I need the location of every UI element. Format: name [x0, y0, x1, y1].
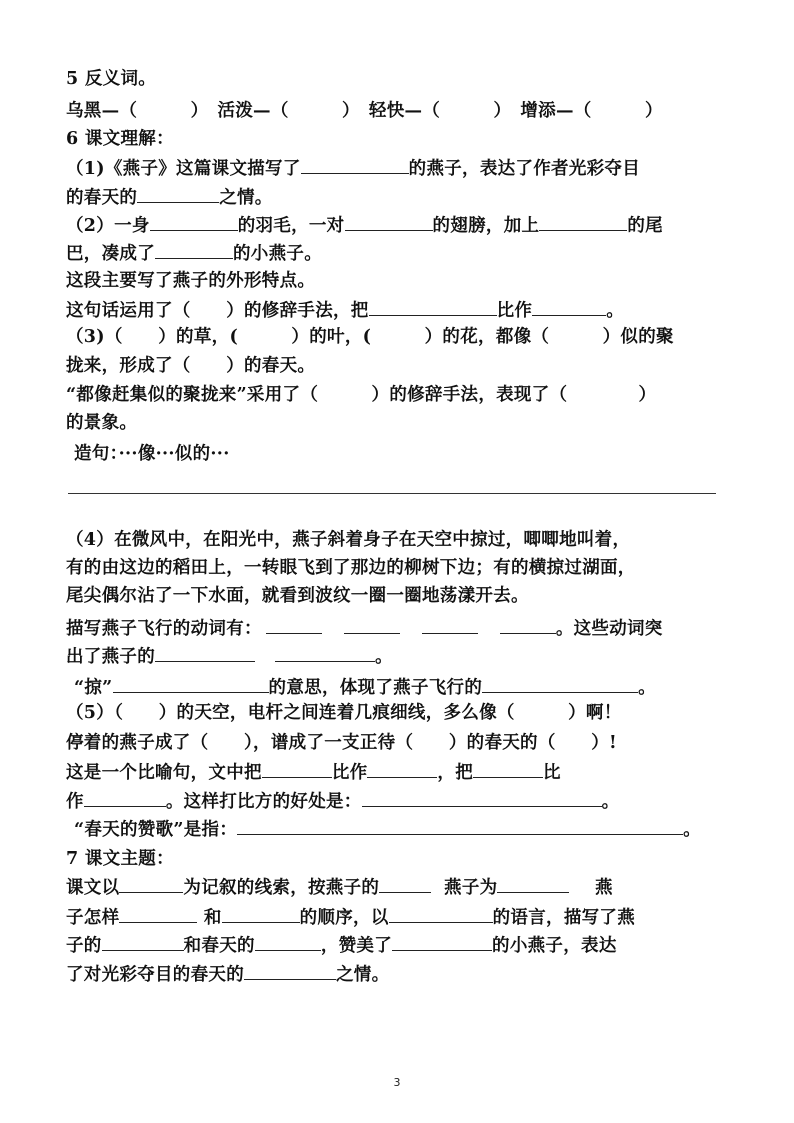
answer-blank[interactable] — [379, 875, 431, 893]
answer-blank[interactable] — [155, 241, 233, 259]
page-number: 3 — [393, 1076, 401, 1089]
q5-text-k: 。 — [683, 820, 701, 840]
q5-line3 — [66, 760, 561, 785]
q2-line4 — [66, 298, 624, 323]
answer-blank[interactable] — [369, 298, 497, 316]
section-6-heading: 6 课文理解： — [66, 129, 174, 149]
answer-blank[interactable] — [539, 213, 627, 231]
sentence-making-prompt: 造句：···像···似的··· — [74, 444, 230, 464]
answer-blank[interactable] — [532, 298, 606, 316]
q5-text-f: 比 — [543, 763, 561, 783]
answer-blank[interactable] — [345, 213, 433, 231]
antonym-line: 乌黑—（ ） 活泼—（ ） 轻快—（ ） 增添—（ ） — [66, 101, 663, 121]
q2-line3: 这段主要写了燕子的外形特点。 — [66, 271, 316, 291]
answer-blank[interactable] — [237, 817, 683, 835]
answer-blank[interactable] — [500, 616, 556, 634]
answer-blank[interactable] — [222, 905, 300, 923]
s7-text-e: 子怎样 — [66, 908, 120, 928]
q1-text-c: 的春天的 — [66, 188, 138, 208]
section-5-heading: 5 反义词。 — [66, 69, 157, 89]
answer-blank[interactable] — [497, 875, 569, 893]
q5-text-d: 比作 — [331, 763, 368, 783]
answer-blank[interactable] — [473, 760, 543, 778]
q5-text-g: 作 — [66, 792, 84, 812]
answer-blank[interactable] — [262, 760, 332, 778]
sentence-answer-line[interactable] — [68, 493, 716, 494]
answer-blank[interactable] — [150, 213, 238, 231]
answer-blank[interactable] — [367, 760, 437, 778]
q1-text-b: 的燕子，表达了作者光彩夺目 — [408, 159, 641, 179]
q2-text-e: 巴，凑成了 — [66, 244, 155, 264]
answer-blank[interactable] — [102, 933, 184, 951]
q5-text-i: 。 — [601, 792, 620, 812]
answer-blank[interactable] — [275, 644, 375, 662]
q3-line3: “都像赶集似的聚拢来”采用了（ ）的修辞手法，表现了（ ） — [66, 385, 657, 405]
q4-text-i: 的意思，体现了燕子飞行的 — [268, 678, 483, 698]
answer-blank[interactable] — [422, 616, 478, 634]
answer-blank[interactable] — [266, 616, 322, 634]
q3-line1: （3)（ ）的草，( ）的叶，( ）的花，都像（ ）似的聚 — [66, 327, 674, 347]
s7-text-l: 的小燕子，表达 — [492, 936, 617, 956]
q4-line3: 尾尖偶尔沾了一下水面，就看到波纹一圈一圈地荡漾开去。 — [66, 586, 529, 606]
s7-text-d: 燕 — [595, 878, 613, 898]
q2-text-j: 。 — [606, 301, 625, 321]
s7-text-h: 的语言，描写了燕 — [492, 908, 636, 928]
s7-text-g: 的顺序，以 — [299, 908, 389, 928]
q1-text-d: 之情。 — [219, 188, 273, 208]
answer-blank[interactable] — [362, 789, 602, 807]
q5-text-e: ，把 — [437, 763, 474, 783]
q2-text-h: 这句话运用了（ ）的修辞手法，把 — [66, 301, 369, 321]
q5-line1: （5）（ ）的天空，电杆之间连着几痕细线，多么像（ ）啊！ — [66, 703, 622, 723]
q2-text-c: 的翅膀，加上 — [432, 216, 540, 236]
q4-text-d: 描写燕子飞行的动词有： — [66, 619, 262, 639]
answer-blank[interactable] — [255, 933, 321, 951]
answer-blank[interactable] — [389, 905, 493, 923]
q5-line5 — [74, 817, 701, 842]
answer-blank[interactable] — [137, 185, 219, 203]
answer-blank[interactable] — [482, 675, 638, 693]
q5-text-h: 。这样打比方的好处是： — [165, 792, 362, 812]
q4-line4 — [66, 616, 663, 641]
q2-text-a: （2）一身 — [66, 216, 150, 236]
answer-blank[interactable] — [119, 905, 197, 923]
q2-line1 — [66, 213, 663, 238]
q4-text-h: “掠” — [74, 678, 113, 698]
q3-line2: 拢来，形成了（ ）的春天。 — [66, 356, 316, 376]
s7-text-j: 和春天的 — [183, 936, 255, 956]
q4-line6 — [74, 675, 656, 700]
answer-blank[interactable] — [155, 644, 255, 662]
q4-line2: 有的由这边的稻田上，一转眼飞到了那边的柳树下边；有的横掠过湖面， — [66, 558, 636, 578]
s7-line2 — [66, 905, 635, 930]
q1-text-a: （1)《燕子》这篇课文描写了 — [66, 159, 301, 179]
q4-text-g: 。 — [375, 647, 393, 667]
answer-blank[interactable] — [392, 933, 492, 951]
s7-line3 — [66, 933, 617, 958]
s7-text-f: 和 — [203, 908, 222, 928]
answer-blank[interactable] — [84, 789, 166, 807]
answer-blank[interactable] — [113, 675, 269, 693]
q5-line4 — [66, 789, 619, 814]
s7-text-b: 为记叙的线索，按燕子的 — [183, 878, 380, 898]
answer-blank[interactable] — [119, 875, 183, 893]
q4-text-f: 出了燕子的 — [66, 647, 155, 667]
s7-text-n: 之情。 — [336, 965, 390, 985]
q1-line2 — [66, 185, 273, 210]
q1-line1 — [66, 156, 640, 181]
section-7-heading: 7 课文主题： — [66, 849, 174, 869]
q5-text-j: “春天的赞歌”是指： — [74, 820, 238, 840]
q4-line5 — [66, 644, 393, 669]
answer-blank[interactable] — [301, 156, 409, 174]
q4-line1: （4）在微风中，在阳光中，燕子斜着身子在天空中掠过，唧唧地叫着， — [66, 530, 631, 550]
q5-line2: 停着的燕子成了（ ），谱成了一支正待（ ）的春天的（ ）! — [66, 733, 618, 753]
q2-line2 — [66, 241, 322, 266]
answer-blank[interactable] — [244, 962, 336, 980]
s7-text-i: 子的 — [66, 936, 102, 956]
q2-text-d: 的尾 — [627, 216, 663, 236]
s7-text-m: 了对光彩夺目的春天的 — [66, 965, 244, 985]
s7-text-a: 课文以 — [66, 878, 120, 898]
q5-text-c: 这是一个比喻句，文中把 — [66, 763, 262, 783]
q2-text-i: 比作 — [496, 301, 533, 321]
q2-text-b: 的羽毛，一对 — [237, 216, 345, 236]
s7-line4 — [66, 962, 389, 987]
q3-line4: 的景象。 — [66, 413, 138, 433]
q4-text-j: 。 — [638, 678, 656, 698]
s7-text-k: ，赞美了 — [320, 936, 393, 956]
answer-blank[interactable] — [344, 616, 400, 634]
s7-line1 — [66, 875, 613, 900]
q4-text-e: 。这些动词突 — [555, 619, 663, 639]
q2-text-f: 的小燕子。 — [233, 244, 322, 264]
s7-text-c: 燕子为 — [444, 878, 498, 898]
